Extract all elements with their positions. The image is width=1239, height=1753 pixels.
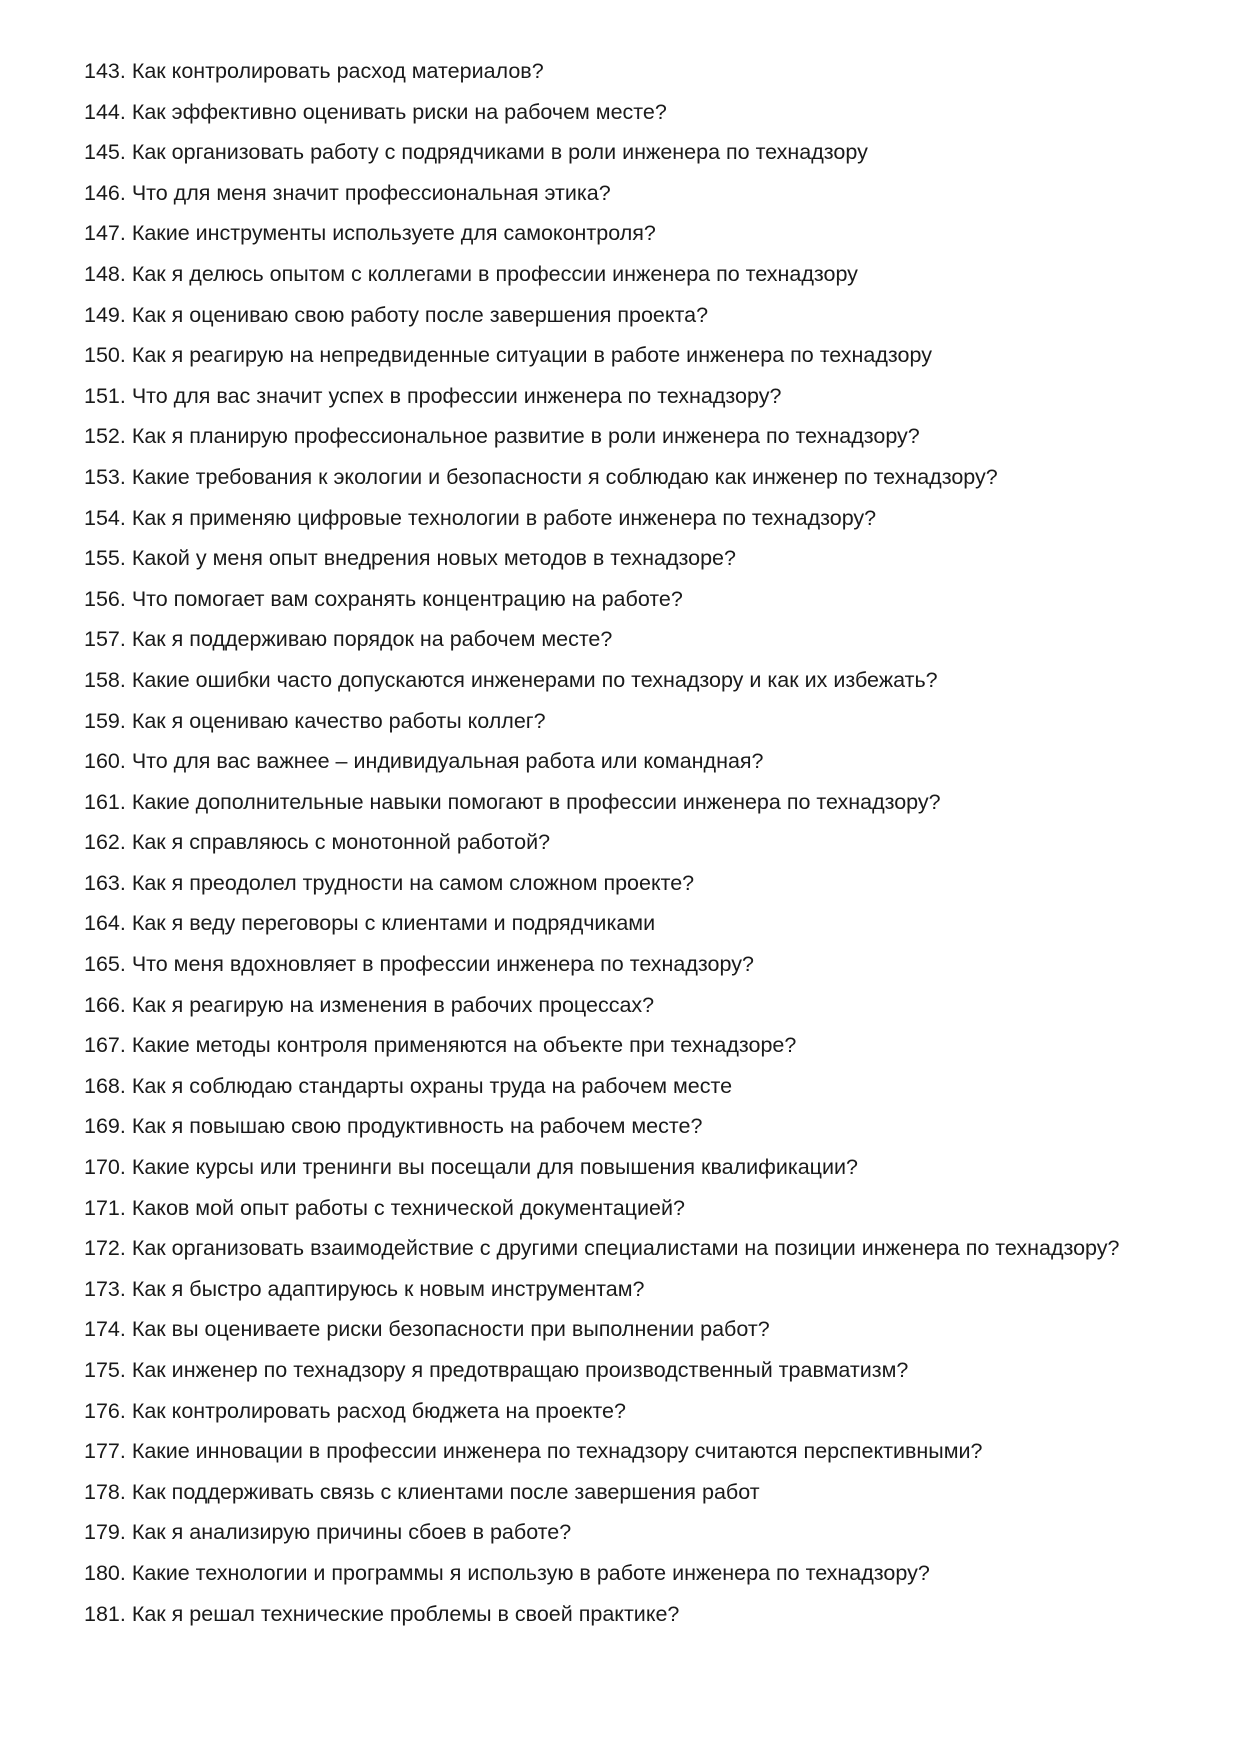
question-item: 168. Как я соблюдаю стандарты охраны труда на рабочем месте [84, 1073, 733, 1098]
question-item: 172. Как организовать взаимодействие с другими специалистами на позиции инженера по технадзору? [84, 1236, 1120, 1261]
question-item: 154. Как я применяю цифровые технологии в работе инженера по технадзору? [84, 505, 877, 530]
question-item: 144. Как эффективно оценивать риски на рабочем месте? [84, 99, 667, 124]
question-item: 169. Как я повышаю свою продуктивность на рабочем месте? [84, 1114, 703, 1139]
question-item: 177. Какие инновации в профессии инженера по технадзору считаются перспективными? [84, 1439, 983, 1464]
question-item: 165. Что меня вдохновляет в профессии инженера по технадзору? [84, 952, 754, 977]
question-item: 162. Как я справляюсь с монотонной работой? [84, 830, 551, 855]
question-item: 174. Как вы оцениваете риски безопасности при выполнении работ? [84, 1317, 770, 1342]
question-item: 159. Как я оцениваю качество работы коллег? [84, 708, 546, 733]
question-item: 143. Как контролировать расход материалов? [84, 59, 544, 83]
question-item: 149. Как я оцениваю свою работу после завершения проекта? [84, 302, 709, 327]
question-item: 152. Как я планирую профессиональное развитие в роли инженера по технадзору? [84, 424, 920, 449]
question-item: 164. Как я веду переговоры с клиентами и подрядчиками [84, 911, 656, 936]
question-item: 178. Как поддерживать связь с клиентами после завершения работ [84, 1479, 760, 1504]
question-item: 179. Как я анализирую причины сбоев в работе? [84, 1520, 572, 1545]
question-item: 161. Какие дополнительные навыки помогают в профессии инженера по технадзору? [84, 789, 941, 814]
question-item: 153. Какие требования к экологии и безопасности я соблюдаю как инженер по технадзору? [84, 464, 998, 489]
question-item: 158. Какие ошибки часто допускаются инженерами по технадзору и как их избежать? [84, 667, 938, 692]
question-item: 155. Какой у меня опыт внедрения новых методов в технадзоре? [84, 546, 736, 571]
question-item: 150. Как я реагирую на непредвиденные ситуации в работе инженера по технадзору [84, 343, 932, 368]
question-item: 160. Что для вас важнее – индивидуальная работа или командная? [84, 749, 764, 774]
question-item: 145. Как организовать работу с подрядчиками в роли инженера по технадзору [84, 140, 868, 165]
question-item: 173. Как я быстро адаптируюсь к новым инструментам? [84, 1276, 645, 1301]
question-item: 171. Каков мой опыт работы с технической документацией? [84, 1195, 685, 1220]
question-item: 147. Какие инструменты используете для самоконтроля? [84, 221, 656, 246]
question-item: 148. Как я делюсь опытом с коллегами в профессии инженера по технадзору [84, 261, 858, 286]
question-item: 163. Как я преодолел трудности на самом сложном проекте? [84, 870, 695, 895]
question-item: 157. Как я поддерживаю порядок на рабочем месте? [84, 627, 613, 652]
question-item: 156. Что помогает вам сохранять концентрацию на работе? [84, 586, 683, 611]
question-item: 180. Какие технологии и программы я использую в работе инженера по технадзору? [84, 1560, 930, 1585]
question-item: 181. Как я решал технические проблемы в своей практике? [84, 1601, 680, 1626]
question-item: 176. Как контролировать расход бюджета на проекте? [84, 1398, 626, 1423]
question-item: 167. Какие методы контроля применяются на объекте при технадзоре? [84, 1033, 797, 1058]
question-item: 175. Как инженер по технадзору я предотвращаю производственный травматизм? [84, 1358, 909, 1382]
question-item: 146. Что для меня значит профессиональная этика? [84, 180, 611, 205]
question-item: 170. Какие курсы или тренинги вы посещали для повышения квалификации? [84, 1155, 858, 1180]
question-item: 166. Как я реагирую на изменения в рабочих процессах? [84, 992, 655, 1017]
question-item: 151. Что для вас значит успех в профессии инженера по технадзору? [84, 383, 782, 408]
